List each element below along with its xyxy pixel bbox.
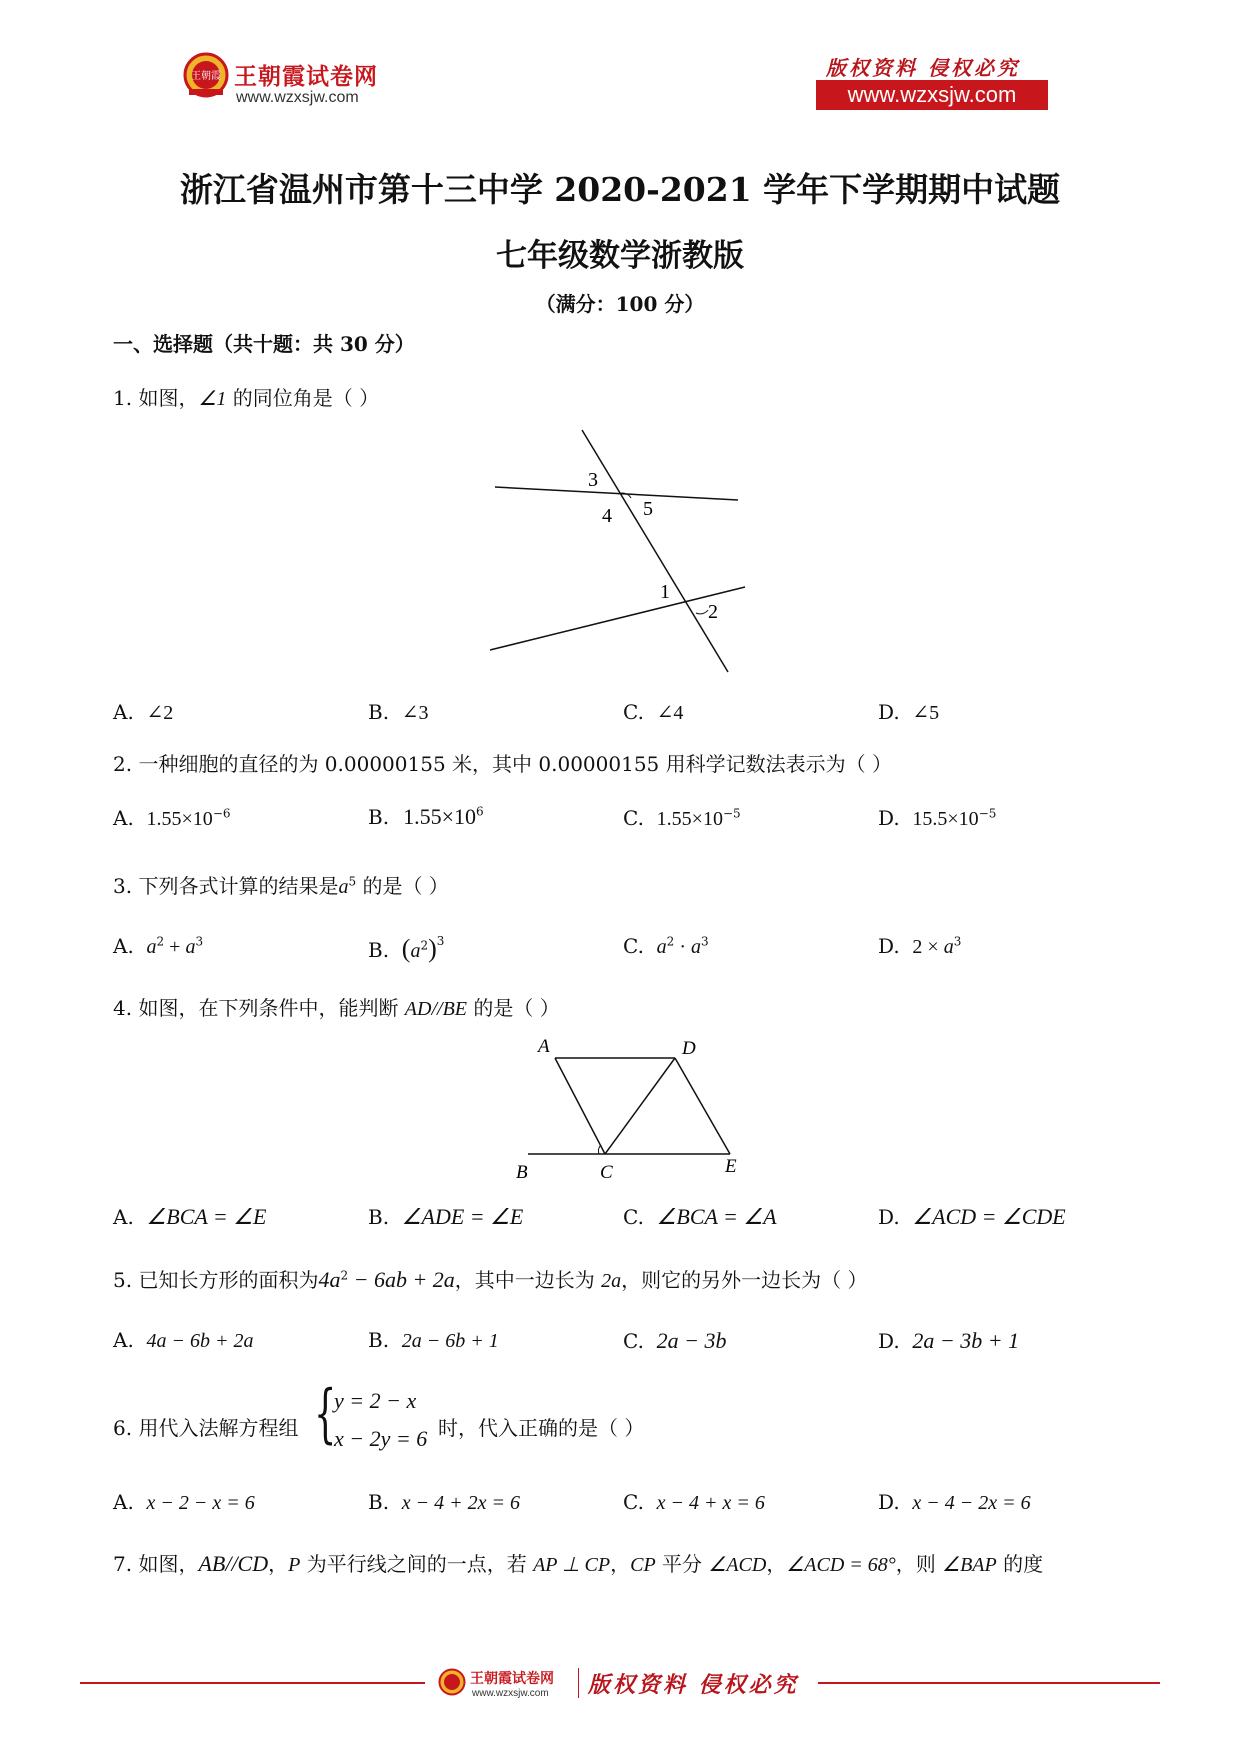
- q6-brace: {: [314, 1377, 337, 1451]
- question-6-end: 时，代入正确的是（ ）: [438, 1416, 645, 1440]
- q1-transversal: [582, 430, 728, 672]
- footer-seal-icon: [438, 1668, 466, 1696]
- q6-equation-2: x − 2y = 6: [334, 1426, 428, 1451]
- q4-label-b: B: [516, 1162, 528, 1183]
- q4-segment-de: [675, 1058, 730, 1154]
- page-title: 浙江省温州市第十三中学 2020-2021 学年下学期期中试题: [179, 170, 1061, 209]
- q1-option-b[interactable]: B. ∠3: [368, 700, 429, 724]
- q4-segment-dc: [605, 1058, 675, 1154]
- q4-option-d[interactable]: D. ∠ACD = ∠CDE: [878, 1204, 1066, 1229]
- q1-label-4: 4: [602, 505, 612, 527]
- q3-option-c[interactable]: C. $a^2 \cdot a^3$: [623, 934, 709, 958]
- q4-label-d: D: [682, 1038, 696, 1059]
- header-brand-name: 王朝霞试卷网: [234, 64, 378, 90]
- q3-option-d[interactable]: D. $2 \times a^3$: [878, 934, 962, 958]
- q1-option-a[interactable]: A. ∠2: [113, 700, 174, 724]
- q2-option-a[interactable]: A. $1.55\times 10^{-6}$: [113, 806, 231, 830]
- q3-option-a[interactable]: A. $a^2 + a^3$: [113, 934, 204, 958]
- q4-label-a: A: [538, 1036, 550, 1057]
- q1-option-c[interactable]: C. ∠4: [623, 700, 684, 724]
- q5-option-d[interactable]: D. 2a − 3b + 1: [878, 1328, 1020, 1353]
- q5-option-c[interactable]: C. 2a − 3b: [623, 1328, 727, 1353]
- page-subtitle: 七年级数学浙教版: [496, 238, 744, 274]
- header-slogan: 版权资料 侵权必究: [826, 56, 1020, 80]
- q2-option-b[interactable]: B. $1.55\times 10^6$: [368, 804, 484, 829]
- header-right-url[interactable]: www.wzxsjw.com: [816, 80, 1048, 110]
- q5-option-b[interactable]: B. 2a − 6b + 1: [368, 1328, 499, 1352]
- q1-arc-bottom: [696, 610, 708, 614]
- section-heading: 一、选择题（共十题：共 30 分）: [113, 332, 415, 356]
- q4-figure: [500, 1030, 760, 1190]
- question-2: 2. 一种细胞的直径的为 0.00000155 米，其中 0.00000155 用科学记数法表示为（ ）: [113, 752, 892, 776]
- q6-option-b[interactable]: B. x − 4 + 2x = 6: [368, 1490, 521, 1514]
- q6-option-c[interactable]: C. x − 4 + x = 6: [623, 1490, 765, 1514]
- q1-stem: 1. 如图，: [113, 386, 199, 410]
- q1-line-top: [495, 487, 738, 500]
- q1-line-bottom: [490, 587, 745, 650]
- q1-label-5: 5: [643, 498, 653, 520]
- q4-option-c[interactable]: C. ∠BCA = ∠A: [623, 1204, 777, 1229]
- header-brand-url[interactable]: www.wzxsjw.com: [236, 89, 359, 106]
- q1-stem-end: 的同位角是（ ）: [226, 386, 380, 410]
- q6-option-a[interactable]: A. x − 2 − x = 6: [113, 1490, 255, 1514]
- q1-label-1: 1: [660, 581, 670, 603]
- q1-label-3: 3: [588, 469, 598, 491]
- q2-option-c[interactable]: C. $1.55\times 10^{-5}$: [623, 806, 741, 830]
- footer-brand-url[interactable]: www.wzxsjw.com: [472, 1688, 549, 1699]
- footer-rule-right: [818, 1682, 1160, 1684]
- q1-label-2: 2: [708, 601, 718, 623]
- footer-rule-left: [80, 1682, 425, 1684]
- footer-slogan: 版权资料 侵权必究: [588, 1672, 799, 1698]
- logo-seal-icon: [183, 52, 229, 98]
- q4-label-e: E: [725, 1156, 737, 1177]
- question-5: 5. 已知长方形的面积为$4a^2 - 6ab + 2a$，其中一边长为 2a，则它的另外一边长为（ ）: [113, 1267, 868, 1292]
- footer-logo: [438, 1668, 466, 1696]
- q6-option-d[interactable]: D. x − 4 − 2x = 6: [878, 1490, 1031, 1514]
- svg-text:王朝霞: 王朝霞: [191, 71, 221, 82]
- q6-equation-1: y = 2 − x: [334, 1388, 417, 1413]
- question-4: 4. 如图，在下列条件中，能判断 AD//BE 的是（ ）: [113, 996, 560, 1020]
- question-1: [113, 382, 379, 411]
- full-score: （满分：100 分）: [535, 292, 705, 316]
- q5-option-a[interactable]: A. 4a − 6b + 2a: [113, 1328, 254, 1352]
- question-6-stem: 6. 用代入法解方程组: [113, 1416, 299, 1440]
- q4-option-b[interactable]: B. ∠ADE = ∠E: [368, 1204, 524, 1229]
- question-3: 3. 下列各式计算的结果是$a^5$ 的是（ ）: [113, 874, 449, 898]
- q3-option-b[interactable]: B. $(a^2)^3$: [368, 934, 445, 963]
- q1-angle: ∠1: [198, 388, 227, 410]
- q4-label-c: C: [600, 1162, 613, 1183]
- q1-figure: [480, 420, 760, 680]
- header-logo: [183, 52, 229, 98]
- q4-segment-ac: [555, 1058, 605, 1154]
- q4-option-a[interactable]: A. ∠BCA = ∠E: [113, 1204, 267, 1229]
- q2-option-d[interactable]: D. $15.5\times 10^{-5}$: [878, 806, 997, 830]
- footer-divider: [578, 1668, 579, 1698]
- q1-option-d[interactable]: D. ∠5: [878, 700, 940, 724]
- question-7: 7. 如图，AB//CD，P 为平行线之间的一点，若 AP ⊥ CP，CP 平分 ∠ACD，∠ACD = 68°，则 ∠BAP 的度: [113, 1551, 1044, 1576]
- footer-brand-name: 王朝霞试卷网: [470, 1671, 554, 1687]
